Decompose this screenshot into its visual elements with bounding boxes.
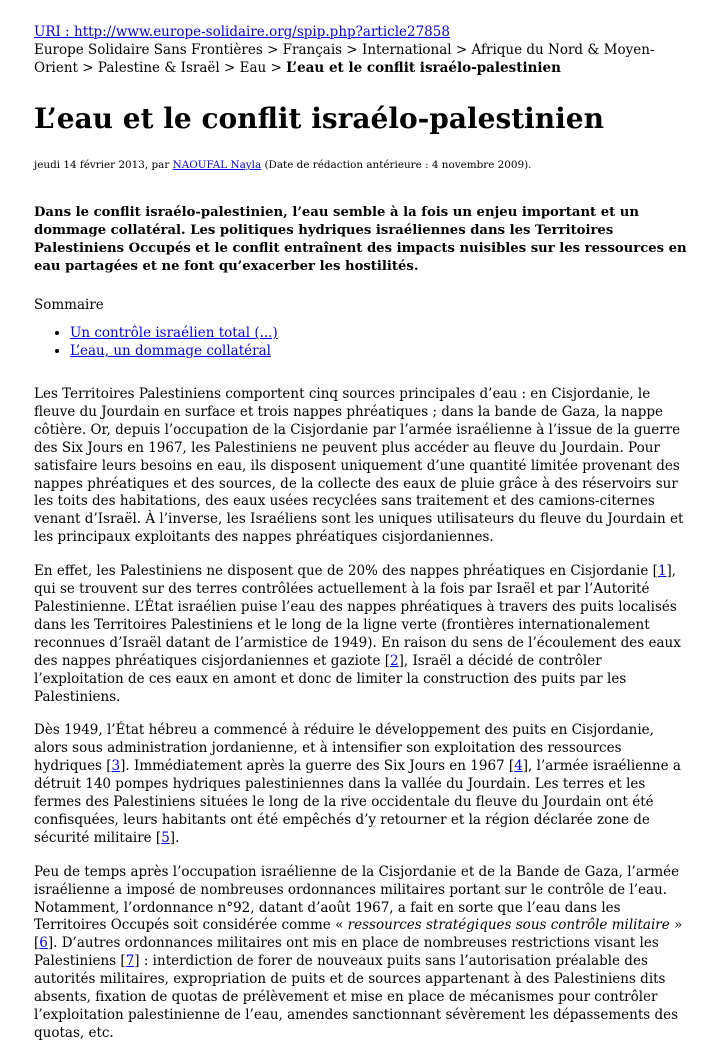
summary-list xyxy=(34,324,691,360)
breadcrumb-item[interactable]: Palestine & Israël xyxy=(97,60,220,76)
article-lead: Dans le conflit israélo-palestinien, l’eau semble à la fois un enjeu important et un dommage collatéral. Les politiques hydriques israéliennes dans les Territoires Palestiniens Occupés et le conflit entraînent des impacts nuisibles sur les ressources en eau partagées et ne font qu’exacerber les hostilités. xyxy=(34,205,687,274)
paragraph-text: ], Israël a décidé de contrôler l’exploitation de ces eaux en amont et donc de limiter la construction des puits par les Palestiniens. xyxy=(34,652,627,705)
footnote-link-6[interactable]: 6 xyxy=(39,935,48,952)
summary-item xyxy=(70,324,691,342)
paragraph-3 xyxy=(34,722,691,847)
breadcrumb-separator: > xyxy=(346,42,362,58)
article-body xyxy=(34,386,691,1043)
paragraph-text: Peu de temps après l’occupation israélienne de la Cisjordanie et de la Bande de Gaza, l’armée israélienne a imposé de nombreuses ordonnances militaires portant sur le contrôle de l’eau. Notamment, l’ordonnance n°92, datant d’août 1967, a fait en sorte que l’eau dans les Territoires Occupés soit considérée comme « xyxy=(34,863,680,934)
breadcrumb-item[interactable]: Eau xyxy=(239,60,267,76)
article-title: L’eau et le conflit israélo-palestinien xyxy=(34,102,604,135)
footnote-link-2[interactable]: 2 xyxy=(390,652,399,669)
breadcrumb-separator: > xyxy=(82,60,98,76)
paragraph-4 xyxy=(34,864,691,1043)
breadcrumb-item[interactable]: Français xyxy=(282,42,343,58)
summary-item xyxy=(70,342,691,360)
footnote-link-7[interactable]: 7 xyxy=(125,953,135,970)
breadcrumb xyxy=(34,41,691,77)
breadcrumb-separator: > xyxy=(455,42,472,58)
paragraph-text: » [ xyxy=(34,917,683,952)
breadcrumb-separator: > xyxy=(224,60,240,76)
quoted-text: ressources stratégiques sous contrôle militaire xyxy=(347,917,670,934)
byline-date-note: (Date de rédaction antérieure : 4 novembre 2009). xyxy=(261,159,532,171)
paragraph-text: ]. xyxy=(169,829,180,846)
breadcrumb-current: L’eau et le conflit israélo-palestinien xyxy=(286,60,561,76)
summary-link-2[interactable]: L’eau, un dommage collatéral xyxy=(70,343,271,359)
paragraph-text: ], qui se trouvent sur des terres contrôlées actuellement à la fois par Israël et par l’Autorité Palestinienne. L’État israélien puise l’eau des nappes phréatiques à travers des puits localisés dans les Territoires Palestiniens et le long de la ligne verte (frontières internationalement reconnues d’Israël datant de l’armistice de 1949). En raison du sens de l’écoulement des eaux des nappes phréatiques cisjordaniennes et gaziote [ xyxy=(34,563,681,669)
paragraph-text: ]. D’autres ordonnances militaires ont mis en place de nombreuses restrictions visant les Palestiniens [ xyxy=(34,935,659,970)
uri-link[interactable]: URI : http://www.europe-solidaire.org/spip.php?article27858 xyxy=(34,24,450,40)
summary-title: Sommaire xyxy=(34,297,104,313)
footnote-link-1[interactable]: 1 xyxy=(657,563,667,580)
paragraph-1: Les Territoires Palestiniens comportent cinq sources principales d’eau : en Cisjordanie, le fleuve du Jourdain en surface et trois nappes phréatiques ; dans la bande de Gaza, la nappe côtière. Or, depuis l’occupation de la Cisjordanie par l’armée israélienne à l’issue de la guerre des Six Jours en 1967, les Palestiniens ne peuvent plus accéder au fleuve du Jourdain. Pour satisfaire leurs besoins en eau, ils disposent uniquement d’une quantité limitée provenant des nappes phréatiques et des sources, de la collecte des eaux de pluie grâce à des réservoirs sur les toits des habitations, des eaux usées recyclées sans traitement et des camions-citernes venant d’Israël. À l’inverse, les Israéliens sont les uniques utilisateurs du fleuve du Jourdain et les principaux exploitants des nappes phréatiques cisjordaniennes. xyxy=(34,386,684,546)
paragraph-text: ] : interdiction de forer de nouveaux puits sans l’autorisation préalable des autorités militaires, expropriation de puits et de sources appartenant à des Palestiniens dits absents, fixation de quotas de prélèvement et mise en place de mécanismes pour contrôler l’exploitation palestinienne de l’eau, amendes sanctionnant sévèrement les dépassements des quotas, etc. xyxy=(34,953,679,1041)
footnote-link-5[interactable]: 5 xyxy=(161,829,170,846)
article-uri xyxy=(34,24,691,41)
breadcrumb-separator: > xyxy=(270,60,287,76)
breadcrumb-separator: > xyxy=(267,42,283,58)
author-link[interactable]: NAOUFAL Nayla xyxy=(172,159,262,171)
byline-date: jeudi 14 février 2013, par xyxy=(34,159,173,171)
paragraph-text: ]. Immédiatement après la guerre des Six Jours en 1967 [ xyxy=(120,758,515,775)
paragraph-text: ], l’armée israélienne a détruit 140 pompes hydriques palestiniennes dans la vallée du Jourdain. Les terres et les fermes des Palestiniens situées le long de la rive occidentale du fleuve du Jourdain ont été confisquées, leurs habitants ont été empêchés d’y retourner et la région déclarée zone de sécurité militaire [ xyxy=(34,758,681,846)
breadcrumb-item[interactable]: Afrique du Nord & Moyen-Orient xyxy=(34,42,655,76)
footnote-link-3[interactable]: 3 xyxy=(111,758,121,775)
paragraph-text: Dès 1949, l’État hébreu a commencé à réduire le développement des puits en Cisjordanie, alors sous administration jordanienne, et à intensifier son exploitation des ressources hydriques [ xyxy=(34,722,654,775)
breadcrumb-item[interactable]: International xyxy=(362,42,452,58)
paragraph-2 xyxy=(34,563,691,706)
breadcrumb-item[interactable]: Europe Solidaire Sans Frontières xyxy=(34,42,263,58)
paragraph-text: En effet, les Palestiniens ne disposent que de 20% des nappes phréatiques en Cisjordanie [ xyxy=(34,563,658,580)
article-byline xyxy=(34,158,691,172)
footnote-link-4[interactable]: 4 xyxy=(514,758,523,775)
summary-link-1[interactable]: Un contrôle israélien total (...) xyxy=(70,325,278,341)
